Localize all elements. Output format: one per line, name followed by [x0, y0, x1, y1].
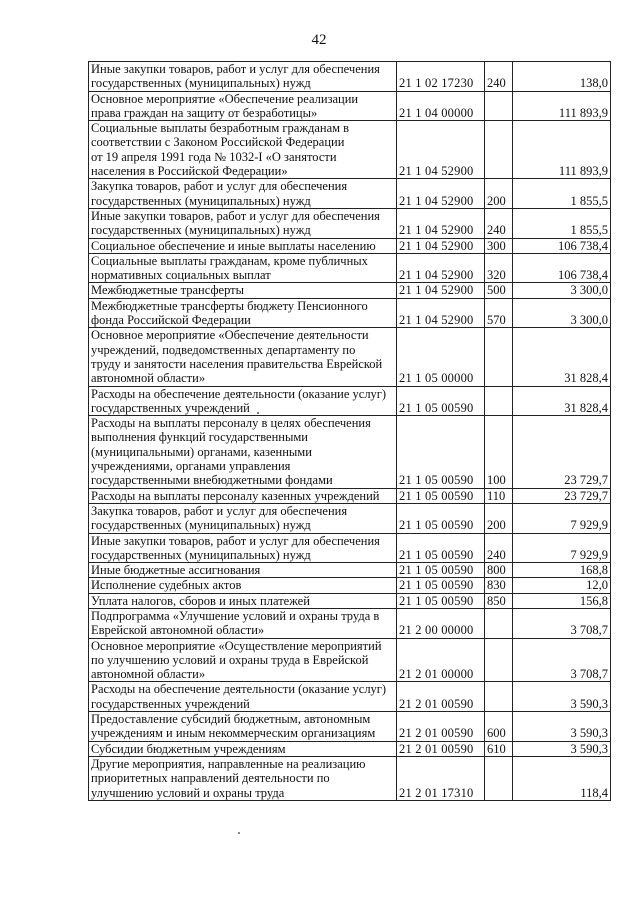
- budget-table: [88, 61, 611, 801]
- amount-cell: 118,4: [513, 756, 611, 800]
- table-row: [89, 62, 611, 92]
- expense-type-cell: 600: [485, 712, 513, 742]
- budget-code-cell: 21 1 02 17230: [397, 62, 485, 92]
- budget-code-cell: 21 2 01 00590: [397, 712, 485, 742]
- expense-type-cell: 110: [485, 488, 513, 503]
- expense-type-cell: [485, 608, 513, 638]
- table-row: [89, 121, 611, 179]
- budget-code-cell: 21 1 04 52900: [397, 121, 485, 179]
- table-row: [89, 638, 611, 682]
- amount-cell: 31 828,4: [513, 386, 611, 416]
- budget-code-cell: 21 1 04 52900: [397, 283, 485, 298]
- amount-cell: 106 738,4: [513, 238, 611, 253]
- amount-cell: 3 590,3: [513, 741, 611, 756]
- expense-type-cell: [485, 756, 513, 800]
- expense-name-cell: Иные закупки товаров, работ и услуг для обеспечения государственных (муниципальных) нужд: [89, 533, 397, 563]
- expense-name-cell: Уплата налогов, сборов и иных платежей: [89, 593, 397, 608]
- expense-name-cell: Иные закупки товаров, работ и услуг для обеспечения государственных (муниципальных) нужд: [89, 62, 397, 92]
- table-row: [89, 238, 611, 253]
- expense-type-cell: [485, 638, 513, 682]
- amount-cell: 7 929,9: [513, 533, 611, 563]
- expense-name-cell: Расходы на выплаты персоналу в целях обеспечения выполнения функций государственными (муниципальными) органами, казенными учреждениями, органами управления государственными внебюджетными фондами: [89, 416, 397, 488]
- expense-type-cell: [485, 121, 513, 179]
- expense-name-cell: Закупка товаров, работ и услуг для обеспечения государственных (муниципальных) нужд: [89, 179, 397, 209]
- expense-name-cell: Основное мероприятие «Обеспечение реализации права граждан на защиту от безработицы»: [89, 91, 397, 121]
- expense-name-cell: Иные бюджетные ассигнования: [89, 563, 397, 578]
- amount-cell: 7 929,9: [513, 503, 611, 533]
- scan-speck: [238, 832, 240, 834]
- expense-name-cell: Социальные выплаты гражданам, кроме публичных нормативных социальных выплат: [89, 253, 397, 283]
- table-row: [89, 208, 611, 238]
- expense-type-cell: 500: [485, 283, 513, 298]
- expense-name-cell: Расходы на обеспечение деятельности (оказание услуг) государственных учреждений: [89, 682, 397, 712]
- budget-code-cell: 21 2 01 00590: [397, 682, 485, 712]
- amount-cell: 111 893,9: [513, 121, 611, 179]
- amount-cell: 23 729,7: [513, 416, 611, 488]
- table-row: [89, 533, 611, 563]
- table-row: [89, 503, 611, 533]
- table-row: [89, 91, 611, 121]
- budget-code-cell: 21 2 00 00000: [397, 608, 485, 638]
- budget-code-cell: 21 1 05 00000: [397, 328, 485, 386]
- budget-code-cell: 21 1 04 52900: [397, 253, 485, 283]
- table-row: [89, 488, 611, 503]
- amount-cell: 3 708,7: [513, 608, 611, 638]
- expense-type-cell: 610: [485, 741, 513, 756]
- budget-code-cell: 21 1 05 00590: [397, 578, 485, 593]
- expense-name-cell: Иные закупки товаров, работ и услуг для обеспечения государственных (муниципальных) нужд: [89, 208, 397, 238]
- expense-type-cell: [485, 328, 513, 386]
- amount-cell: 156,8: [513, 593, 611, 608]
- table-row: [89, 283, 611, 298]
- expense-name-cell: Подпрограмма «Улучшение условий и охраны труда в Еврейской автономной области»: [89, 608, 397, 638]
- expense-name-cell: Другие мероприятия, направленные на реализацию приоритетных направлений деятельности по улучшению условий и охраны труда: [89, 756, 397, 800]
- expense-name-cell: Предоставление субсидий бюджетным, автономным учреждениям и иным некоммерческим организациям: [89, 712, 397, 742]
- amount-cell: 138,0: [513, 62, 611, 92]
- budget-code-cell: 21 1 05 00590: [397, 533, 485, 563]
- budget-code-cell: 21 1 05 00590: [397, 503, 485, 533]
- amount-cell: 3 590,3: [513, 712, 611, 742]
- table-row: [89, 578, 611, 593]
- budget-code-cell: 21 1 04 00000: [397, 91, 485, 121]
- expense-name-cell: Исполнение судебных актов: [89, 578, 397, 593]
- expense-type-cell: 240: [485, 62, 513, 92]
- amount-cell: 3 300,0: [513, 298, 611, 328]
- expense-type-cell: 100: [485, 416, 513, 488]
- expense-name-cell: Основное мероприятие «Обеспечение деятельности учреждений, подведомственных департаменту по труду и занятости населения правительства Еврейской автономной области»: [89, 328, 397, 386]
- expense-type-cell: 830: [485, 578, 513, 593]
- budget-code-cell: 21 1 04 52900: [397, 179, 485, 209]
- expense-type-cell: [485, 386, 513, 416]
- budget-code-cell: 21 1 05 00590: [397, 593, 485, 608]
- expense-type-cell: 200: [485, 179, 513, 209]
- budget-code-cell: 21 1 05 00590: [397, 416, 485, 488]
- expense-type-cell: 300: [485, 238, 513, 253]
- budget-code-cell: 21 1 04 52900: [397, 298, 485, 328]
- expense-type-cell: 800: [485, 563, 513, 578]
- table-row: [89, 563, 611, 578]
- expense-name-cell: Субсидии бюджетным учреждениям: [89, 741, 397, 756]
- amount-cell: 3 708,7: [513, 638, 611, 682]
- expense-name-cell: Социальные выплаты безработным гражданам в соответствии с Законом Российской Федерации от 19 апреля 1991 года № 1032-I «О занятости населения в Российской Федерации»: [89, 121, 397, 179]
- expense-name-cell: Межбюджетные трансферты: [89, 283, 397, 298]
- expense-type-cell: 240: [485, 208, 513, 238]
- budget-code-cell: 21 2 01 00590: [397, 741, 485, 756]
- amount-cell: 12,0: [513, 578, 611, 593]
- budget-code-cell: 21 1 05 00590: [397, 488, 485, 503]
- scan-speck: [257, 412, 259, 414]
- table-row: [89, 416, 611, 488]
- table-row: [89, 741, 611, 756]
- amount-cell: 168,8: [513, 563, 611, 578]
- table-row: [89, 253, 611, 283]
- amount-cell: 111 893,9: [513, 91, 611, 121]
- budget-code-cell: 21 1 05 00590: [397, 386, 485, 416]
- page-number: 42: [311, 32, 327, 48]
- expense-name-cell: Закупка товаров, работ и услуг для обеспечения государственных (муниципальных) нужд: [89, 503, 397, 533]
- table-row: [89, 593, 611, 608]
- table-row: [89, 608, 611, 638]
- budget-code-cell: 21 1 05 00590: [397, 563, 485, 578]
- expense-type-cell: 240: [485, 533, 513, 563]
- expense-type-cell: 200: [485, 503, 513, 533]
- amount-cell: 106 738,4: [513, 253, 611, 283]
- budget-code-cell: 21 2 01 17310: [397, 756, 485, 800]
- expense-name-cell: Расходы на выплаты персоналу казенных учреждений: [89, 488, 397, 503]
- expense-type-cell: [485, 91, 513, 121]
- expense-name-cell: Основное мероприятие «Осуществление мероприятий по улучшению условий и охраны труда в Еврейской автономной области»: [89, 638, 397, 682]
- expense-type-cell: 850: [485, 593, 513, 608]
- expense-type-cell: 320: [485, 253, 513, 283]
- budget-code-cell: 21 2 01 00000: [397, 638, 485, 682]
- table-row: [89, 682, 611, 712]
- amount-cell: 1 855,5: [513, 208, 611, 238]
- expense-type-cell: [485, 682, 513, 712]
- table-row: [89, 386, 611, 416]
- table-row: [89, 712, 611, 742]
- amount-cell: 3 590,3: [513, 682, 611, 712]
- amount-cell: 31 828,4: [513, 328, 611, 386]
- table-row: [89, 179, 611, 209]
- expense-name-cell: Социальное обеспечение и иные выплаты населению: [89, 238, 397, 253]
- table-row: [89, 328, 611, 386]
- budget-code-cell: 21 1 04 52900: [397, 208, 485, 238]
- amount-cell: 23 729,7: [513, 488, 611, 503]
- amount-cell: 1 855,5: [513, 179, 611, 209]
- table-row: [89, 298, 611, 328]
- table-row: [89, 756, 611, 800]
- amount-cell: 3 300,0: [513, 283, 611, 298]
- expense-name-cell: Расходы на обеспечение деятельности (оказание услуг) государственных учреждений: [89, 386, 397, 416]
- expense-type-cell: 570: [485, 298, 513, 328]
- expense-name-cell: Межбюджетные трансферты бюджету Пенсионного фонда Российской Федерации: [89, 298, 397, 328]
- budget-code-cell: 21 1 04 52900: [397, 238, 485, 253]
